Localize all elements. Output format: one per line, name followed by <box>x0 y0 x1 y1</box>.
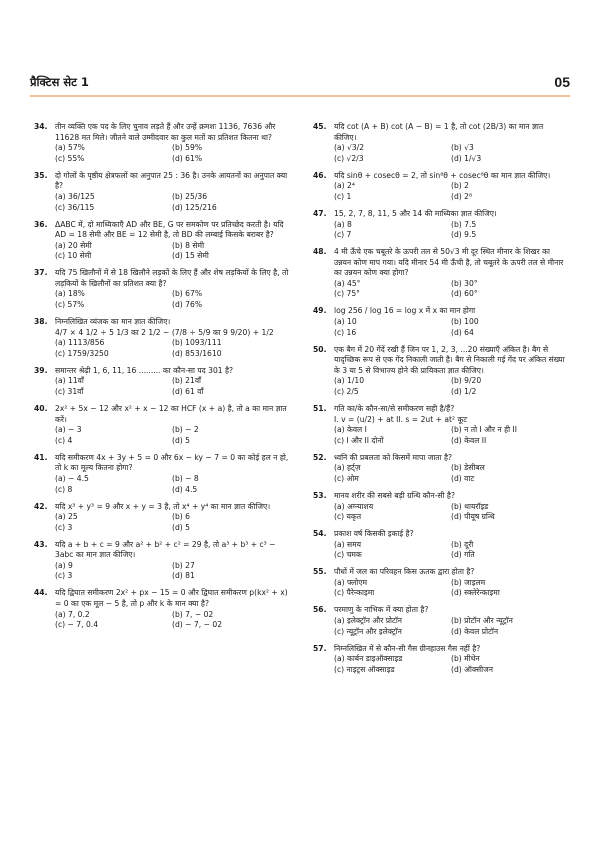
answer-option: (c) I और II दोनों <box>334 435 384 445</box>
set-title: प्रैक्टिस सेट 1 <box>30 75 89 89</box>
question-expression: 4/7 × 4 1/2 ÷ 5 1/3 का 2 1/2 − (7/8 ÷ 5/9 का 9 9/20) + 1/2 <box>55 327 274 337</box>
answer-option: (c) चमक <box>334 550 362 560</box>
options-grid <box>34 561 289 582</box>
answer-option: (c) 36/115 <box>55 202 95 212</box>
question-block <box>34 540 289 582</box>
options-grid <box>313 425 568 446</box>
question-text: मानव शरीर की सबसे बड़ी ग्रन्थि कौन-सी है? <box>334 490 455 500</box>
question-block <box>34 122 289 164</box>
question-block <box>313 491 568 523</box>
answer-option: (d) 1/2 <box>451 387 477 397</box>
question-text: 2x² + 5x − 12 और x² + x − 12 का HCF (x + a) है, तो a का मान ज्ञात करें। <box>55 404 287 424</box>
answer-option: (d) 64 <box>451 327 474 337</box>
options-grid <box>313 220 568 241</box>
answer-option: (d) केवल प्रोटॉन <box>451 626 499 636</box>
question-text: यदि a + b + c = 9 और a² + b² + c² = 29 है, तो a³ + b³ + c³ − 3abc का मान ज्ञात कीजिए। <box>55 539 276 560</box>
answer-option: (b) 30° <box>451 278 478 288</box>
options-grid <box>34 512 289 533</box>
question-number: 42. <box>34 501 48 511</box>
answer-option: (c) 16 <box>334 327 357 337</box>
question-block <box>313 453 568 485</box>
question-text: पौधों में जल का परिवहन किस ऊतक द्वारा होता है? <box>334 567 475 577</box>
answer-option: (d) 61 वाँ <box>172 387 204 397</box>
answer-option: (a) 18% <box>55 289 85 299</box>
question-block <box>34 502 289 534</box>
answer-option: (b) जाइलम <box>451 577 486 587</box>
options-grid <box>313 540 568 561</box>
left-column <box>34 122 289 637</box>
answer-option: (a) समय <box>334 539 362 549</box>
question-block <box>34 588 289 630</box>
options-grid <box>313 279 568 300</box>
options-grid <box>313 578 568 599</box>
answer-option: (a) − 3 <box>55 425 82 435</box>
answer-option: (c) न्यूट्रॉन और इलेक्ट्रॉन <box>334 626 402 636</box>
question-block <box>313 605 568 637</box>
page-header <box>30 74 570 92</box>
answer-option: (b) डेसीबल <box>451 463 485 473</box>
answer-option: (d) 5 <box>172 435 190 445</box>
answer-option: (a) − 4.5 <box>55 473 89 483</box>
answer-option: (a) 57% <box>55 143 85 153</box>
answer-option: (d) 5 <box>172 522 190 532</box>
question-block <box>34 171 289 213</box>
question-block <box>34 453 289 495</box>
answer-option: (c) − 7, 0.4 <box>55 620 99 630</box>
answer-option: (c) √2/3 <box>334 153 364 163</box>
answer-option: (c) 2/5 <box>334 387 359 397</box>
page-number: 05 <box>554 74 570 90</box>
question-text: गति का/के कौन-सा/से समीकरण सही है/हैं? <box>334 404 455 413</box>
question-text: ΔABC में, दो माध्यिकाएँ AD और BE, G पर समकोण पर प्रतिच्छेद करती है। यदि AD = 18 सेमी और BE = 12 सेमी है, तो BD की लम्बाई किसके बराबर है? <box>55 219 284 240</box>
answer-option: (c) 1759/3250 <box>55 348 109 358</box>
answer-option: (b) 27 <box>172 560 195 570</box>
answer-option: (d) ऑक्सीजन <box>451 664 493 674</box>
question-number: 44. <box>34 588 48 598</box>
answer-option: (b) − 2 <box>172 425 199 435</box>
question-text: तीन व्यक्ति एक पद के लिए चुनाव लड़ते हैं और उन्हें क्रमशः 1136, 7636 और 11628 मत मिले। जीतने वाले उम्मीदवार का कुल मतों का प्रतिशत कितना था? <box>55 122 276 142</box>
question-block <box>313 171 568 203</box>
answer-option: (d) 81 <box>172 571 195 581</box>
options-grid <box>313 317 568 338</box>
options-grid <box>313 181 568 202</box>
answer-option: (d) 2⁸ <box>451 191 473 201</box>
question-text: दो गोलों के पृष्ठीय क्षेत्रफलों का अनुपात 25 : 36 है। उनके आयतनों का अनुपात क्या है? <box>55 170 288 191</box>
answer-option: (b) 6 <box>172 512 190 522</box>
question-number: 57. <box>313 643 327 653</box>
right-column <box>313 122 568 682</box>
answer-option: (b) 1093/111 <box>172 338 222 348</box>
answer-option: (a) केवल I <box>334 425 367 435</box>
header-divider <box>30 95 570 97</box>
answer-option: (c) 7 <box>334 230 352 240</box>
question-text: प्रकाश वर्ष किसकी इकाई है? <box>334 529 414 539</box>
answer-option: (b) प्रोटॉन और न्यूट्रॉन <box>451 616 513 626</box>
answer-option: (c) 3 <box>55 571 73 581</box>
question-text: यदि sinθ + cosecθ = 2, तो sin⁸θ + cosec⁸θ का मान ज्ञात कीजिए। <box>334 170 551 180</box>
answer-option: (d) 853/1610 <box>172 348 222 358</box>
answer-option: (a) अग्न्याशय <box>334 501 374 511</box>
question-text: 15, 2, 7, 8, 11, 5 और 14 की माध्यिका ज्ञात कीजिए। <box>334 208 497 218</box>
answer-option: (a) फ्लोएम <box>334 577 368 587</box>
answer-option: (a) 36/125 <box>55 191 95 201</box>
answer-option: (b) 8 सेमी <box>172 240 205 250</box>
question-text: परमाणु के नाभिक में क्या होता है? <box>334 605 429 615</box>
answer-option: (b) 59% <box>172 143 203 153</box>
question-number: 55. <box>313 567 327 577</box>
question-block <box>34 317 289 359</box>
question-text: log 256 / log 16 = log x में x का मान होगा <box>334 306 476 316</box>
question-block <box>313 529 568 561</box>
answer-option: (b) 67% <box>172 289 203 299</box>
question-block <box>34 268 289 310</box>
question-text: समान्तर श्रेढ़ी 1, 6, 11, 16 ......... का कौन-सा पद 301 है? <box>55 365 234 375</box>
answer-option: (b) 2 <box>451 181 469 191</box>
question-text: यदि द्विघात समीकरण 2x² + px − 15 = 0 और द्विघात समीकरण p(kx² + x) = 0 का एक मूल − 5 है, तो p और k के मान क्या है? <box>55 588 288 609</box>
question-text: यदि x³ + y³ = 9 और x + y = 3 है, तो x⁴ + y⁴ का मान ज्ञात कीजिए। <box>55 501 271 511</box>
answer-option: (d) 61% <box>172 153 203 163</box>
answer-option: (c) 3 <box>55 522 73 532</box>
answer-option: (b) 7, − 02 <box>172 609 214 619</box>
question-block <box>313 567 568 599</box>
answer-option: (b) 7.5 <box>451 219 477 229</box>
question-text: यदि 75 खिलौनों में से 18 खिलौने लड़कों के लिए हैं और शेष लड़कियों के लिए है, तो लड़कियों के खिलौनों का प्रतिशत क्या है? <box>55 268 289 288</box>
question-number: 37. <box>34 268 48 278</box>
answer-option: (b) थायरॉइड <box>451 501 489 511</box>
answer-option: (d) 1/√3 <box>451 153 482 163</box>
question-text: यदि समीकरण 4x + 3y + 5 = 0 और 6x − ky − 7 = 0 का कोई हल न हो, तो k का मूल्य कितना होगा? <box>55 452 289 473</box>
answer-option: (c) 4 <box>55 435 73 445</box>
options-grid <box>313 616 568 637</box>
answer-option: (b) √3 <box>451 143 474 153</box>
answer-option: (c) 31वाँ <box>55 387 84 397</box>
question-number: 47. <box>313 208 327 218</box>
answer-option: (b) दूरी <box>451 539 474 549</box>
answer-option: (c) 75° <box>334 289 360 299</box>
answer-option: (c) पैरेन्काइमा <box>334 588 375 598</box>
answer-option: (a) √3/2 <box>334 143 365 153</box>
answer-option: (a) 11वाँ <box>55 376 84 386</box>
options-grid <box>313 376 568 397</box>
question-block <box>313 644 568 676</box>
question-text: 4 मी ऊँचे एक चबूतरे के ऊपरी तल से 50√3 मी दूर स्थित मीनार के शिखर का उन्नयन कोण माप गया। यदि मीनार 54 मी ऊँची है, तो चबूतरे के ऊपरी तल से मीनार का उन्नयन कोण क्या होगा? <box>334 247 564 278</box>
answer-option: (a) इलेक्ट्रॉन और प्रोटॉन <box>334 616 403 626</box>
options-grid <box>34 610 289 631</box>
options-grid <box>313 143 568 164</box>
answer-option: (d) केवल II <box>451 435 487 445</box>
question-block <box>313 306 568 338</box>
question-number: 36. <box>34 219 48 229</box>
answer-option: (b) − 8 <box>172 473 199 483</box>
question-block <box>313 345 568 398</box>
options-grid <box>34 376 289 397</box>
answer-option: (b) 21वाँ <box>172 376 202 386</box>
options-grid <box>313 463 568 484</box>
question-number: 43. <box>34 539 48 549</box>
answer-option: (a) हर्ट्ज़ <box>334 463 361 473</box>
answer-option: (b) न तो I और न ही II <box>451 425 517 435</box>
answer-option: (d) वाट <box>451 473 475 483</box>
answer-option: (c) 8 <box>55 484 73 494</box>
question-text: ध्वनि की प्रबलता को किसमें मापा जाता है? <box>334 452 453 462</box>
answer-option: (a) 10 <box>334 317 357 327</box>
answer-option: (b) 9/20 <box>451 376 482 386</box>
question-block <box>313 404 568 446</box>
answer-option: (a) 20 सेमी <box>55 240 92 250</box>
options-grid <box>34 241 289 262</box>
question-number: 41. <box>34 452 48 462</box>
answer-option: (d) 4.5 <box>172 484 198 494</box>
options-grid <box>34 338 289 359</box>
question-number: 48. <box>313 247 327 257</box>
question-number: 38. <box>34 317 48 327</box>
question-number: 50. <box>313 344 327 354</box>
question-number: 34. <box>34 122 48 131</box>
answer-option: (d) 76% <box>172 300 203 310</box>
answer-option: (a) 1113/856 <box>55 338 105 348</box>
answer-option: (a) 25 <box>55 512 78 522</box>
question-number: 40. <box>34 404 48 413</box>
answer-option: (b) 25/36 <box>172 191 208 201</box>
question-text: एक बैग में 20 गेंदें रखी हैं जिन पर 1, 2, 3, ...20 संख्याएँ अंकित है। बैग से यादृच्छिक रूप से एक गेंद निकाली जाती है। बैग से निकाली गई गेंद पर अंकित संख्या के 3 या 5 से विभाज्य होने की प्रायिकता ज्ञात कीजिए। <box>334 344 565 375</box>
question-number: 54. <box>313 529 327 539</box>
options-grid <box>313 654 568 675</box>
question-block <box>313 247 568 300</box>
question-number: 49. <box>313 306 327 316</box>
answer-option: (c) 57% <box>55 300 85 310</box>
answer-option: (a) 8 <box>334 219 352 229</box>
question-text: निम्नलिखित में से कौन-सी गैस ग्रीनहाउस गैस नहीं है? <box>334 643 481 653</box>
answer-option: (b) 100 <box>451 317 479 327</box>
question-number: 53. <box>313 490 327 500</box>
answer-option: (a) 2⁴ <box>334 181 355 191</box>
options-grid <box>34 289 289 310</box>
answer-option: (d) − 7, − 02 <box>172 620 223 630</box>
answer-option: (d) स्क्लेरेन्काइमा <box>451 588 500 598</box>
answer-option: (c) नाइट्रस ऑक्साइड <box>334 664 395 674</box>
answer-option: (a) 7, 0.2 <box>55 609 90 619</box>
answer-option: (c) 10 सेमी <box>55 251 92 261</box>
question-block <box>34 220 289 262</box>
answer-option: (c) यकृत <box>334 512 362 522</box>
question-expression: I. v = (u/2) + at II. s = 2ut + at² कूट <box>334 414 468 424</box>
question-block <box>34 366 289 398</box>
question-number: 45. <box>313 122 327 131</box>
answer-option: (d) 60° <box>451 289 478 299</box>
answer-option: (a) 45° <box>334 278 361 288</box>
question-number: 51. <box>313 404 327 413</box>
options-grid <box>34 474 289 495</box>
answer-option: (b) मीथेन <box>451 654 480 664</box>
answer-option: (c) 1 <box>334 191 352 201</box>
question-number: 35. <box>34 170 48 180</box>
options-grid <box>34 425 289 446</box>
answer-option: (a) कार्बन डाइऑक्साइड <box>334 654 403 664</box>
answer-option: (a) 1/10 <box>334 376 365 386</box>
question-number: 46. <box>313 170 327 180</box>
question-block <box>313 122 568 164</box>
question-text: निम्नलिखित व्यंजक का मान ज्ञात कीजिए। <box>55 317 171 327</box>
answer-option: (d) गति <box>451 550 475 560</box>
question-text: यदि cot (A + B) cot (A − B) = 1 है, तो cot (2B/3) का मान ज्ञात कीजिए। <box>334 122 544 142</box>
question-block <box>313 209 568 241</box>
options-grid <box>313 502 568 523</box>
question-number: 56. <box>313 605 327 615</box>
answer-option: (d) पीयूष ग्रन्थि <box>451 512 495 522</box>
question-number: 52. <box>313 452 327 462</box>
answer-option: (a) 9 <box>55 560 73 570</box>
options-grid <box>34 192 289 213</box>
answer-option: (d) 15 सेमी <box>172 251 209 261</box>
question-number: 39. <box>34 365 48 375</box>
question-block <box>34 404 289 446</box>
answer-option: (d) 125/216 <box>172 202 217 212</box>
answer-option: (d) 9.5 <box>451 230 477 240</box>
answer-option: (c) 55% <box>55 153 85 163</box>
options-grid <box>34 143 289 164</box>
answer-option: (c) ओम <box>334 473 359 483</box>
